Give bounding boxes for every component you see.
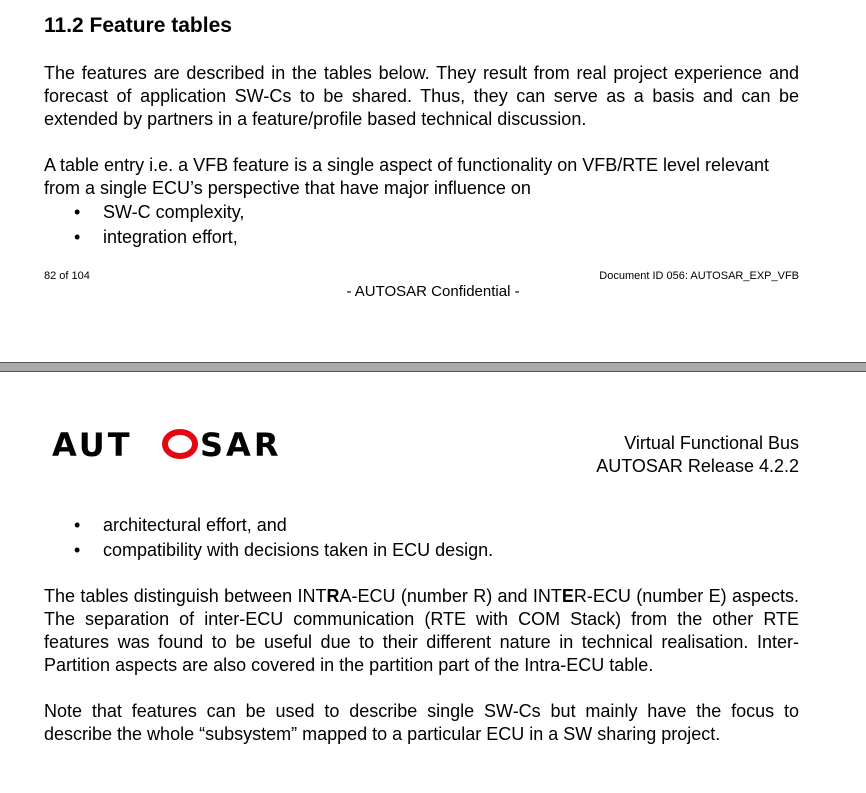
intro-paragraph: The features are described in the tables below. They result from real project experience and forecast of application SW-Cs to be shared. Thus, they can serve as a basis and can be extended by partners in a feature/profile based technical discussion. [44,63,799,129]
definition-paragraph: A table entry i.e. a VFB feature is a single aspect of functionality on VFB/RTE level relevant from a single ECU’s perspective that have major influence on [44,155,770,198]
svg-text:SAR: SAR [200,426,282,460]
page-header [596,432,799,478]
page-number: 82 of 104 [44,270,90,282]
text: A-ECU (number R) and INT [339,586,562,606]
bullet-list-2 [44,513,493,562]
autosar-logo [52,426,322,468]
list-item: • architectural effort, and [44,513,493,538]
document-id: Document ID 056: AUTOSAR_EXP_VFB [599,270,799,282]
text: R-ECU (number E) aspects. The separation of inter-ECU communication (RTE with COM Stack) from the other RTE features was found to be useful due to their different nature in technical realisation. Inter-Partition aspects are also covered in the partition part of the Intra-ECU table. [44,586,799,675]
bullet-list-1 [44,200,244,249]
intra-inter-paragraph [44,585,799,677]
page-separator [0,362,866,372]
list-item: • compatibility with decisions taken in ECU design. [44,538,493,563]
bold-r: R [326,586,340,606]
text: The tables distinguish between INT [44,586,327,606]
confidential-footer: - AUTOSAR Confidential - [346,283,520,300]
list-item: • integration effort, [44,225,244,250]
section-heading: 11.2 Feature tables [44,14,232,37]
bold-e: E [561,586,574,606]
list-item: • SW-C complexity, [44,200,244,225]
svg-text:AUT: AUT [52,426,133,460]
header-title: Virtual Functional Bus [624,433,799,453]
note-paragraph: Note that features can be used to describe single SW-Cs but mainly have the focus to describe the whole “subsystem” mapped to a particular ECU in a SW sharing project. [44,701,799,744]
header-release: AUTOSAR Release 4.2.2 [596,456,799,476]
